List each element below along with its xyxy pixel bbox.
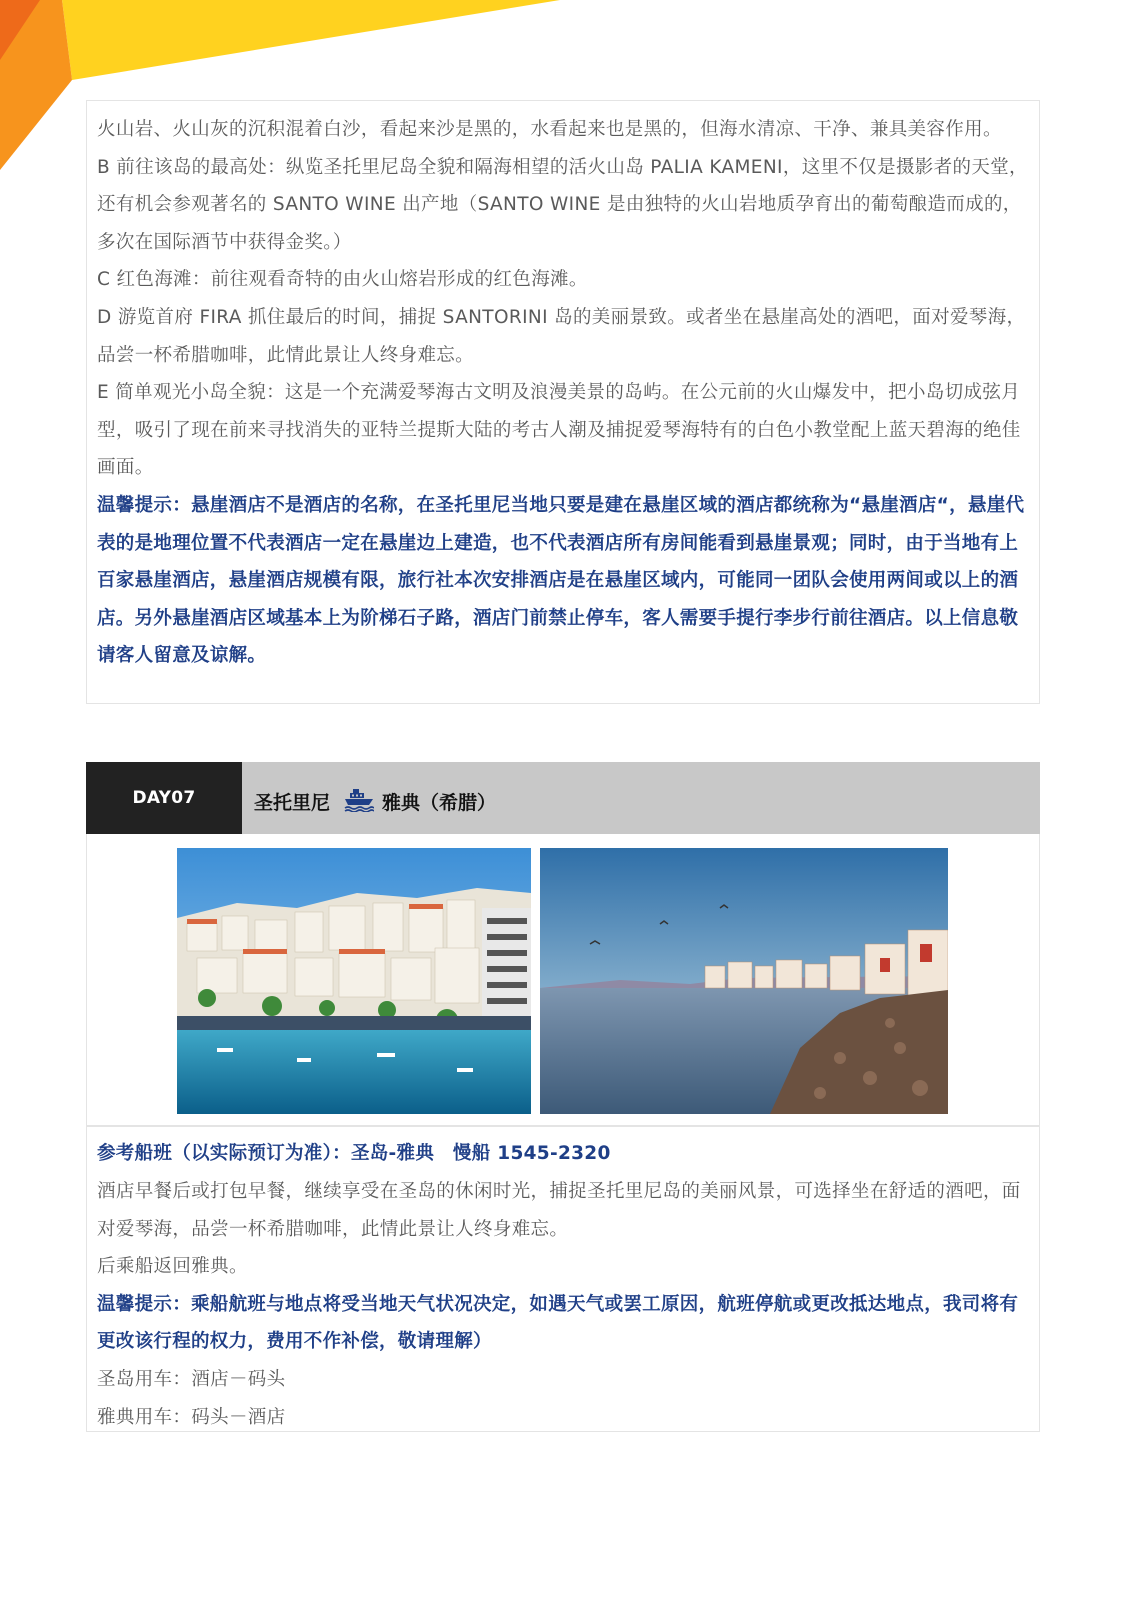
paragraph: C 红色海滩：前往观看奇特的由火山熔岩形成的红色海滩。 — [97, 269, 588, 291]
day-label: DAY07 — [86, 762, 242, 834]
day-destination: 雅典（希腊） — [382, 792, 497, 814]
warm-tip: 温馨提示：悬崖酒店不是酒店的名称，在圣托里尼当地只要是建在悬崖区域的酒店都统称为“悬崖酒店“，悬崖代表的是地理位置不代表酒店一定在悬崖边上建造，也不代表酒店所有房间能看到悬崖景观；同时，由于当地有上百家悬崖酒店，悬崖酒店规模有限，旅行社本次安排酒店是在悬崖区域内，可能同一团队会使用两间或以上的酒店。另外悬崖酒店区域基本上为阶梯石子路，酒店门前禁止停车，客人需要手提行李步行前往酒店。以上信息敬请客人留意及谅解。 — [97, 494, 1025, 667]
photo-row — [86, 834, 1040, 1126]
day-header — [86, 762, 1040, 834]
paragraph: 后乘船返回雅典。 — [97, 1256, 248, 1278]
warm-tip: 温馨提示：乘船航班与地点将受当地天气状况决定，如遇天气或罢工原因，航班停航或更改抵达地点，我司将有更改该行程的权力，费用不作补偿，敬请理解） — [97, 1293, 1019, 1353]
day-detail-box — [86, 1126, 1040, 1432]
paragraph: B 前往该岛的最高处：纵览圣托里尼岛全貌和隔海相望的活火山岛 PALIA KAMENI，这里不仅是摄影者的天堂，还有机会参观著名的 SANTO WINE 出产地（SANTO WINE 是由独特的火山岩地质孕育出的葡萄酿造而成的，多次在国际酒节中获得金奖。） — [97, 156, 1028, 253]
itinerary-text-box — [86, 100, 1040, 704]
transfer-line: 雅典用车：码头－酒店 — [97, 1406, 286, 1428]
day-origin: 圣托里尼 — [254, 792, 331, 814]
paragraph: 火山岩、火山灰的沉积混着白沙，看起来沙是黑的，水看起来也是黑的，但海水清凉、干净、兼具美容作用。 — [97, 119, 1002, 140]
transfer-line: 圣岛用车：酒店－码头 — [97, 1368, 286, 1390]
seaside-village-photo — [540, 848, 948, 1114]
ferry-schedule: 参考船班（以实际预订为准）：圣岛-雅典 慢船 1545-2320 — [97, 1143, 611, 1164]
paragraph: E 简单观光小岛全貌：这是一个充满爱琴海古文明及浪漫美景的岛屿。在公元前的火山爆发中，把小岛切成弦月型，吸引了现在前来寻找消失的亚特兰提斯大陆的考古人潮及捕捉爱琴海特有的白色小教堂配上蓝天碧海的绝佳画面。 — [97, 382, 1021, 479]
paragraph: 酒店早餐后或打包早餐，继续享受在圣岛的休闲时光，捕捉圣托里尼岛的美丽风景，可选择坐在舒适的酒吧，面对爱琴海，品尝一杯希腊咖啡，此情此景让人终身难忘。 — [97, 1181, 1021, 1240]
paragraph: D 游览首府 FIRA 抓住最后的时间，捕捉 SANTORINI 岛的美丽景致。或者坐在悬崖高处的酒吧，面对爱琴海，品尝一杯希腊咖啡，此情此景让人终身难忘。 — [97, 306, 1026, 366]
harbor-town-photo — [177, 848, 531, 1114]
ship-icon — [344, 788, 374, 812]
